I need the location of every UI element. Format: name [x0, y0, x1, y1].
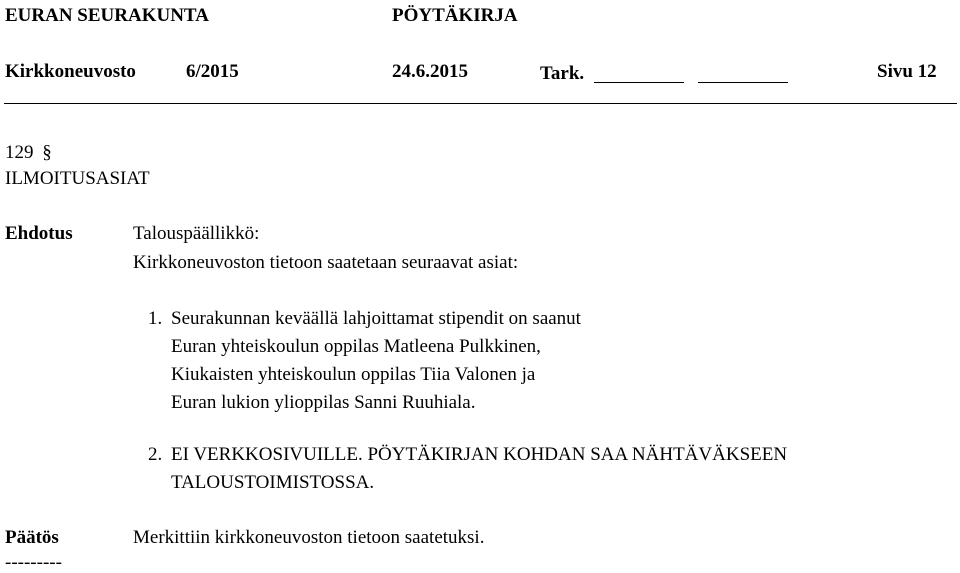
item2-line: TALOUSTOIMISTOSSA. — [171, 472, 375, 493]
section-symbol: § — [42, 142, 52, 163]
item1-number: 1. — [148, 308, 163, 329]
check-field — [540, 62, 788, 83]
item2-number: 2. — [148, 444, 163, 465]
session-number: 6/2015 — [186, 61, 239, 82]
section-title: ILMOITUSASIAT — [5, 168, 150, 189]
body-name: Kirkkoneuvosto — [5, 61, 136, 82]
item1-line: Seurakunnan keväällä lahjoittamat stipendit on saanut — [171, 308, 581, 329]
decision-text: Merkittiin kirkkoneuvoston tietoon saatetuksi. — [133, 527, 485, 548]
proposal-speaker: Talouspäällikkö: — [133, 223, 260, 244]
item1-line: Euran yhteiskoulun oppilas Matleena Pulkkinen, — [171, 336, 541, 357]
check-blank-2 — [698, 62, 788, 83]
check-blank-1 — [594, 62, 684, 83]
proposal-label: Ehdotus — [5, 223, 73, 244]
item2-line: EI VERKKOSIVUILLE. PÖYTÄKIRJAN KOHDAN SAA NÄHTÄVÄKSEEN — [171, 444, 788, 465]
org-name: EURAN SEURAKUNTA — [5, 5, 209, 26]
page-number: Sivu 12 — [877, 61, 937, 82]
header-rule — [4, 103, 957, 104]
section-number: 129 — [5, 142, 34, 163]
section-heading — [5, 143, 52, 162]
item1-line: Kiukaisten yhteiskoulun oppilas Tiia Valonen ja — [171, 364, 536, 385]
check-label: Tark. — [540, 63, 585, 84]
doc-type: PÖYTÄKIRJA — [392, 5, 518, 26]
decision-dashes: --------- — [5, 552, 62, 573]
meeting-date: 24.6.2015 — [392, 61, 468, 82]
item1-line: Euran lukion ylioppilas Sanni Ruuhiala. — [171, 392, 476, 413]
decision-label: Päätös — [5, 527, 59, 548]
proposal-intro: Kirkkoneuvoston tietoon saatetaan seuraavat asiat: — [133, 252, 519, 273]
